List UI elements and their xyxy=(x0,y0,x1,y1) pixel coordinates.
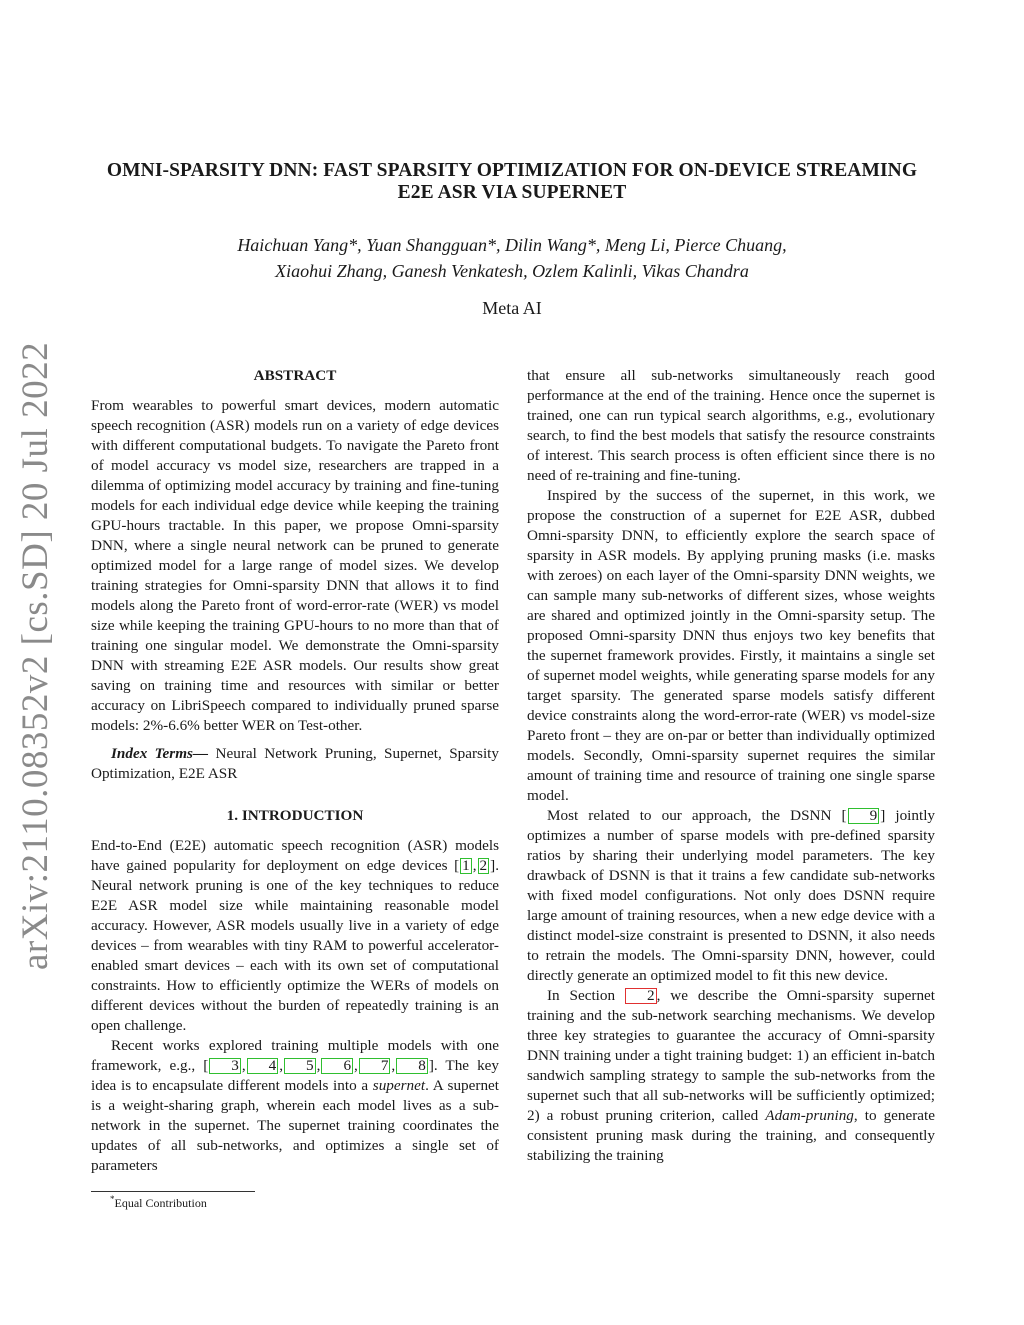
authors-line-2: Xiaohui Zhang, Ganesh Venkatesh, Ozlem Kalinli, Vikas Chandra xyxy=(275,261,749,281)
intro-p1-text-a: End-to-End (E2E) automatic speech recognition (ASR) models have gained popularity for deployment on edge devices [ xyxy=(91,837,499,874)
citation-link[interactable]: 7 xyxy=(359,1058,391,1074)
citation-link[interactable]: 6 xyxy=(321,1058,353,1074)
right-paragraph-1: that ensure all sub-networks simultaneously reach good performance at the end of the training. Hence once the supernet is trained, one can run typical search algorithms, e.g., evolutionary search, to find the best models that satisfy the resource constraints of interest. This search process is often efficient since there is no need of re-training and fine-tuning. xyxy=(527,367,935,484)
citation-link[interactable]: 4 xyxy=(247,1058,279,1074)
left-column xyxy=(91,366,499,1176)
footnote-rule xyxy=(91,1191,255,1192)
footnote-mark: * xyxy=(110,1194,115,1204)
adam-pruning-term: Adam-pruning xyxy=(765,1107,854,1124)
citation-link[interactable]: 8 xyxy=(396,1058,428,1074)
abstract-text: From wearables to powerful smart devices, modern automatic speech recognition (ASR) models run on a variety of edge devices with different computational budgets. To navigate the Pareto front of model accuracy vs model size, researchers are trapped in a dilemma of optimizing model accuracy by training and fine-tuning models for each individual edge device while keeping the training GPU-hours tractable. In this paper, we propose Omni-sparsity DNN, where a single neural network can be pruned to generate optimized model for a large range of model sizes. We develop training strategies for Omni-sparsity DNN that allows it to find models along the Pareto front of word-error-rate (WER) vs model size while keeping the training GPU-hours to no more than that of training one singular model. We demonstrate the Omni-sparsity DNN with streaming E2E ASR models. Our results show great saving on training time and resources with similar or better accuracy on LibriSpeech compared to individually pruned sparse models: 2%-6.6% better WER on Test-other. xyxy=(91,397,499,734)
section-link[interactable]: 2 xyxy=(625,988,657,1004)
right-paragraph-3 xyxy=(527,806,935,986)
citation-link[interactable]: 2 xyxy=(479,857,488,874)
author-list xyxy=(90,232,934,284)
index-terms-label: Index Terms— xyxy=(111,745,209,762)
paper-title xyxy=(90,160,934,204)
intro-paragraph-2: Recent works explored training multiple models with one framework, e.g., [ 3 , 4 , 5 , 6 , 7 , 8 ]. The key idea is to encapsulate different models into a supernet. A supernet is a weight-sharing graph, wherein each model lives as a sub-network in the supernet. The supernet training coordinates the updates of all sub-networks, and optimizes a single set of parameters xyxy=(91,1037,499,1174)
right-p4-text-b: , we describe the Omni-sparsity supernet training and the sub-network searching mechanisms. We develop three key strategies to guarantee the accuracy of Omni-sparsity DNN training under a tight training budget: 1) an efficient in-batch sandwich sampling strategy to sample the sub-networks from the supernet such that all sub-networks will be sufficiently optimized; 2) a robust pruning criterion, called xyxy=(527,987,935,1124)
citation-link[interactable]: 5 xyxy=(284,1058,316,1074)
citation-link[interactable]: 3 xyxy=(209,1058,241,1074)
footnote-text: Equal Contribution xyxy=(114,1196,207,1210)
introduction-heading: 1. INTRODUCTION xyxy=(226,807,364,824)
right-column xyxy=(527,366,935,1166)
supernet-term: supernet xyxy=(372,1077,426,1094)
right-p4-text-c: , to generate consistent pruning mask during the training, and consequently stabilizing the training xyxy=(527,1107,935,1164)
right-paragraph-4 xyxy=(527,986,935,1166)
authors-line-1: Haichuan Yang*, Yuan Shangguan*, Dilin Wang*, Meng Li, Pierce Chuang, xyxy=(237,235,787,255)
right-p4-text-a: In Section xyxy=(547,987,625,1004)
index-terms xyxy=(91,744,499,784)
arxiv-watermark: arXiv:2110.08352v2 [cs.SD] 20 Jul 2022 xyxy=(15,341,56,970)
citation-link[interactable]: 9 xyxy=(848,808,880,824)
right-p3-text-a: Most related to our approach, the DSNN [ xyxy=(547,807,847,824)
intro-p1-text-b: ]. Neural network pruning is one of the key techniques to reduce E2E ASR model size while maintaining reasonable model accuracy. However, ASR models usually live in a variety of edge devices – from wearables with tiny RAM to powerful accelerator-enabled smart devices – each with its own set of computational constraints. How to efficiently optimize the WERs of models on different devices without the burden of repeatedly training is an open challenge. xyxy=(91,857,499,1034)
affiliation: Meta AI xyxy=(482,298,542,318)
index-terms-text: Neural Network Pruning, Supernet, Sparsity Optimization, E2E ASR xyxy=(91,745,499,782)
right-paragraph-2: Inspired by the success of the supernet, in this work, we propose the construction of a supernet for E2E ASR, dubbed Omni-sparsity DNN, to efficiently explore the search space of sparsity in ASR models. By applying pruning masks (i.e. masks with zeroes) on each layer of the Omni-sparsity DNN weights, we can sample many sub-networks of different sizes, whose weights are shared and optimized jointly in the Omni-sparsity setup. The proposed Omni-sparsity DNN thus enjoys two key benefits that the supernet framework provides. Firstly, it maintains a single set of supernet model weights, while generating sparse models for any target sparsity. The generated sparse models satisfy different device constraints along the word-error-rate (WER) vs model-size Pareto front – they are on-par or better than individually optimized models. Secondly, Omni-sparsity supernet requires the similar amount of training time and resource of training one single sparse model. xyxy=(527,487,935,804)
footnote xyxy=(110,1194,207,1211)
title-line-1: OMNI-SPARSITY DNN: FAST SPARSITY OPTIMIZATION FOR ON-DEVICE STREAMING xyxy=(106,160,918,181)
title-line-2: E2E ASR VIA SUPERNET xyxy=(397,182,627,203)
intro-p2-text-c: . A supernet is a weight-sharing graph, wherein each model lives as a sub-network in the supernet. The supernet training coordinates the updates of all sub-networks, and optimizes a single set of parameters xyxy=(91,1077,499,1174)
abstract-heading: ABSTRACT xyxy=(253,367,337,384)
intro-p2-text-a: Recent works explored training multiple models with one framework, e.g., [ xyxy=(91,1037,499,1074)
citation-link[interactable]: 1 xyxy=(462,857,470,874)
intro-paragraph-1: End-to-End (E2E) automatic speech recognition (ASR) models have gained popularity for deployment on edge devices [ 1 , 2 ]. Neural network pruning is one of the key techniques to reduce E2E ASR model size while maintaining reasonable model accuracy. However, ASR models usually live in a variety of edge devices – from wearables with tiny RAM to powerful accelerator-enabled smart devices – each with its own set of computational constraints. How to efficiently optimize the WERs of models on different devices without the burden of repeatedly training is an open challenge. xyxy=(91,837,499,1034)
right-p3-text-b: ] jointly optimizes a number of sparse models with pre-defined sparsity ratios by sharing their underlying model parameters. The key drawback of DSNN is that it trains a few candidate sub-networks with fixed model configurations. Not only does DSNN require large amount of training resources, when a new edge device with a distinct model-size constraint is presented to DSNN, it also needs to retrain the models. The Omni-sparsity DNN, however, could directly generate an optimized model to fit this new device. xyxy=(527,807,936,984)
intro-p2-text-b: ]. The key idea is to encapsulate different models into a xyxy=(91,1057,499,1094)
